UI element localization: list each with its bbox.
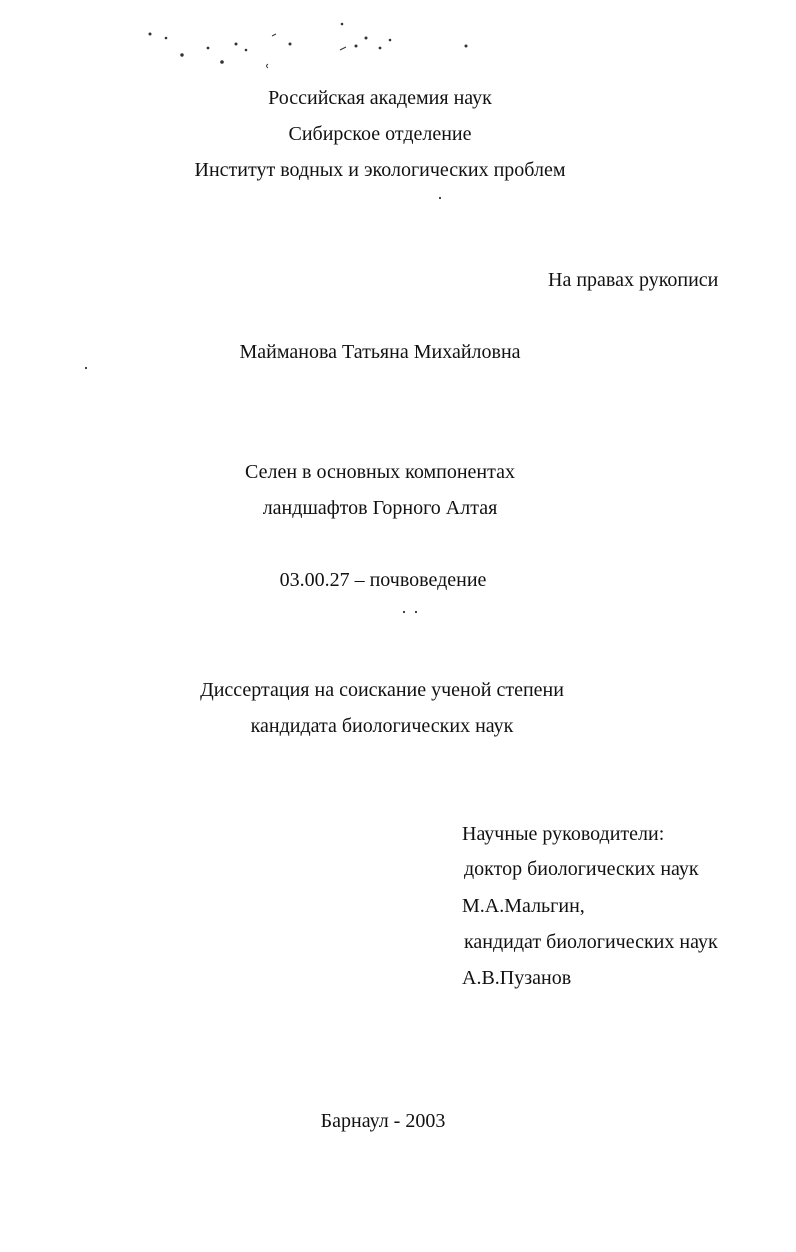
supervisors-heading: Научные руководители:: [462, 823, 665, 845]
institute-name: Институт водных и экологических проблем: [194, 159, 566, 181]
dissertation-title-line-2: ландшафтов Горного Алтая: [262, 497, 498, 519]
supervisor-1-name: М.А.Мальгин,: [462, 895, 585, 917]
supervisor-2-name: А.В.Пузанов: [462, 967, 572, 989]
supervisor-1-degree: доктор биологических наук: [464, 858, 699, 880]
specialty-code: 03.00.27 – почвоведение: [279, 569, 487, 591]
dissertation-title-line-1: Селен в основных компонентах: [245, 461, 515, 483]
degree-line-2: кандидата биологических наук: [250, 715, 514, 737]
supervisor-2-degree: кандидат биологических наук: [464, 931, 718, 953]
author-name: Майманова Татьяна Михайловна: [239, 341, 521, 363]
branch-name: Сибирское отделение: [288, 123, 472, 145]
manuscript-note: На правах рукописи: [548, 269, 719, 291]
city-year: Барнаул - 2003: [320, 1110, 446, 1132]
degree-line-1: Диссертация на соискание ученой степени: [200, 679, 564, 701]
academy-name: Российская академия наук: [268, 87, 492, 109]
